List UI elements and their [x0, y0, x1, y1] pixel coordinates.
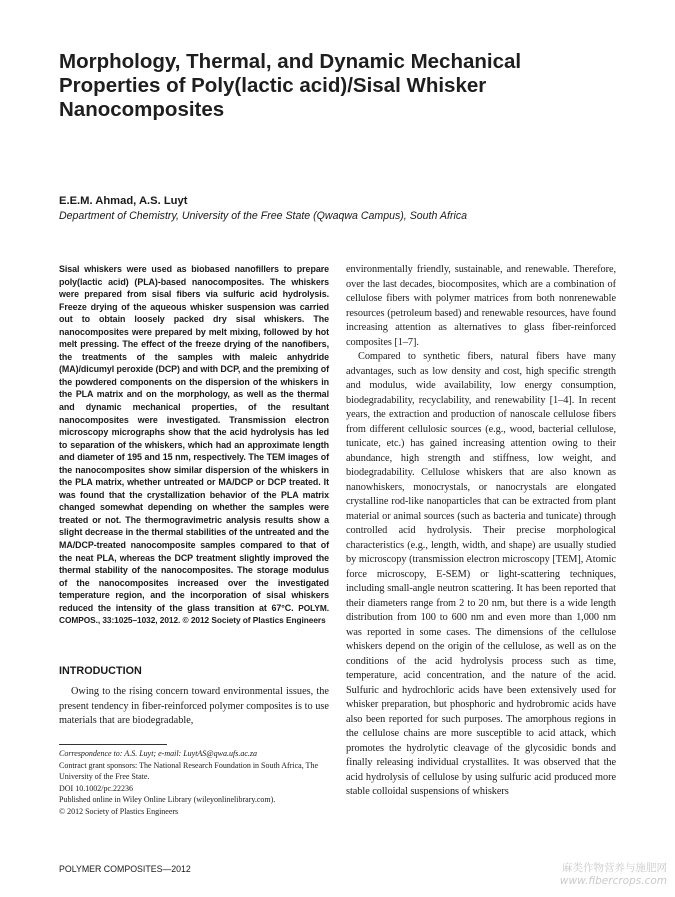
footnote-correspondence: Correspondence to: A.S. Luyt; e-mail: LuytAS@qwa.ufs.ac.za — [59, 749, 258, 758]
right-column — [346, 263, 616, 800]
footnote-copyright: © 2012 Society of Plastics Engineers — [59, 806, 179, 816]
footnotes — [59, 748, 331, 818]
abstract — [59, 263, 329, 627]
article-title: Morphology, Thermal, and Dynamic Mechanical Properties of Poly(lactic acid)/Sisal Whisker Nanocomposites — [59, 50, 522, 121]
footnote-grant-sponsors: Contract grant sponsors: The National Research Foundation in South Africa, The University of the Free State. — [59, 760, 318, 782]
footnote-published-online: Published online in Wiley Online Library (wileyonlinelibrary.com). — [59, 795, 276, 805]
abstract-text: Sisal whiskers were used as biobased nanofillers to prepare poly(lactic acid) (PLA)-based nanocomposites. The whiskers were prepared from sisal fibers via sulfuric acid hydrolysis. Freeze drying of the aqueous whisker suspension was carried out to obtain loosely packed dry sisal whiskers. The nanocomposites were prepared by melt mixing, followed by hot melt pressing. The effect of the freeze drying of the nanofibers, the treatments of the samples with maleic anhydride (MA)/dicumyl peroxide (DCP) and with DCP, and the premixing of the powdered components on the dispersion of the whiskers in the PLA matrix and on the morphology, as well as the thermal and dynamic mechanical properties, of the resultant nanocomposites were investigated. Transmission electron microscopy micrographs show that the acid hydrolysis has led to separation of the whiskers, which had an approximate length and diameter of 195 and 15 nm, respectively. The TEM images of the nanocomposites show similar dispersion of the whiskers in the PLA matrix, whether untreated or MA/DCP or DCP treated. It was found that the crystallization behavior of the PLA matrix changed somewhat depending on whether the samples were treated or not. The thermogravimetric analysis results show a slight decrease in the thermal stabilities of the untreated and the MA/DCP-treated nanocomposite samples compared to that of the neat PLA, whereas the DCP treatment slightly improved the thermal stability of the nanocomposites. The storage modulus of the nanocomposites increased over the investigated temperature region, and the incorporation of sisal whiskers reduced the intensity of the glass transition at 67°C. — [59, 264, 329, 613]
abstract-citation: POLYM. COMPOS., 33:1025–1032, 2012. © 2012 Society of Plastics Engineers — [59, 602, 330, 626]
footnote-doi: DOI 10.1002/pc.22236 — [59, 783, 133, 793]
watermark-line-2: www.fibercrops.com — [559, 875, 667, 887]
body-paragraph: Compared to synthetic fibers, natural fibers have many advantages, such as low density and cost, high specific strength and modulus, wide availability, low energy consumption, biodegradability, recyclability, and renewability [1–4]. In recent years, the extraction and production of nanoscale cellulose fibers from different cellulosic sources (e.g., wood, bacterial cellulose, tunicate, etc.) has gained increasing attention owing to their abundance, high strength and stiffness, low weight, and biodegradability. Cellulose whiskers that are also known as nanowhiskers, monocrystals, or nanocrystals are elongated crystalline rod-like nanoparticles that can be extracted from plant material or animal sources (such as bacteria and tunicate) through controlled acid hydrolysis. Their precise morphological characteristics (e.g., length, width, and shape) are usually studied by microscopy (transmission electron microscopy [TEM], Atomic force microscopy, E-SEM) or light-scattering techniques, including small-angle neutron scattering. It has been reported that their diameters range from 2 to 20 nm, but there is a wide length distribution from 100 to 600 nm and even more than 1,000 nm was reported in some cases. The dimensions of the cellulose whiskers depend on the origin of the cellulose, as well as on the conditions of the acid hydrolysis process such as time, temperature, acid concentration, and the nature of the acid. Sulfuric and hydrochloric acids have been extensively used for whisker preparation, but phosphoric and hydrobromic acids have also been reported for such purposes. The amorphous regions in the cellulose chains are more susceptible to acid attack, which promotes the hydrolytic cleavage of the glycosidic bonds and finally releasing individual crystallites. It was observed that the acid hydrolysis of cellulose by using sulfuric acid produced more stable colloidal suspensions of whiskers — [346, 351, 616, 797]
author-affiliation: Department of Chemistry, University of the Free State (Qwaqwa Campus), South Africa — [59, 210, 468, 222]
running-footer: POLYMER COMPOSITES—2012 — [59, 864, 191, 874]
introduction-paragraph: Owing to the rising concern toward environmental issues, the present tendency in fiber-reinforced polymer composites is to use materials that are biodegradable, — [59, 686, 329, 726]
author-list: E.E.M. Ahmad, A.S. Luyt — [59, 195, 188, 207]
footnote-divider — [59, 744, 167, 745]
watermark — [560, 862, 667, 888]
body-paragraph: environmentally friendly, sustainable, and renewable. Therefore, over the last decades, biocomposites, which are a combination of cellulose fibers with polymer matrices from both nonrenewable resources (petroleum based) and renewable resources, have found increasing attention as alternatives to glass fiber-reinforced composites [1–7]. — [346, 264, 616, 348]
watermark-line-1: 麻类作物营养与施肥网 — [562, 862, 667, 874]
section-heading-introduction: INTRODUCTION — [59, 665, 142, 677]
